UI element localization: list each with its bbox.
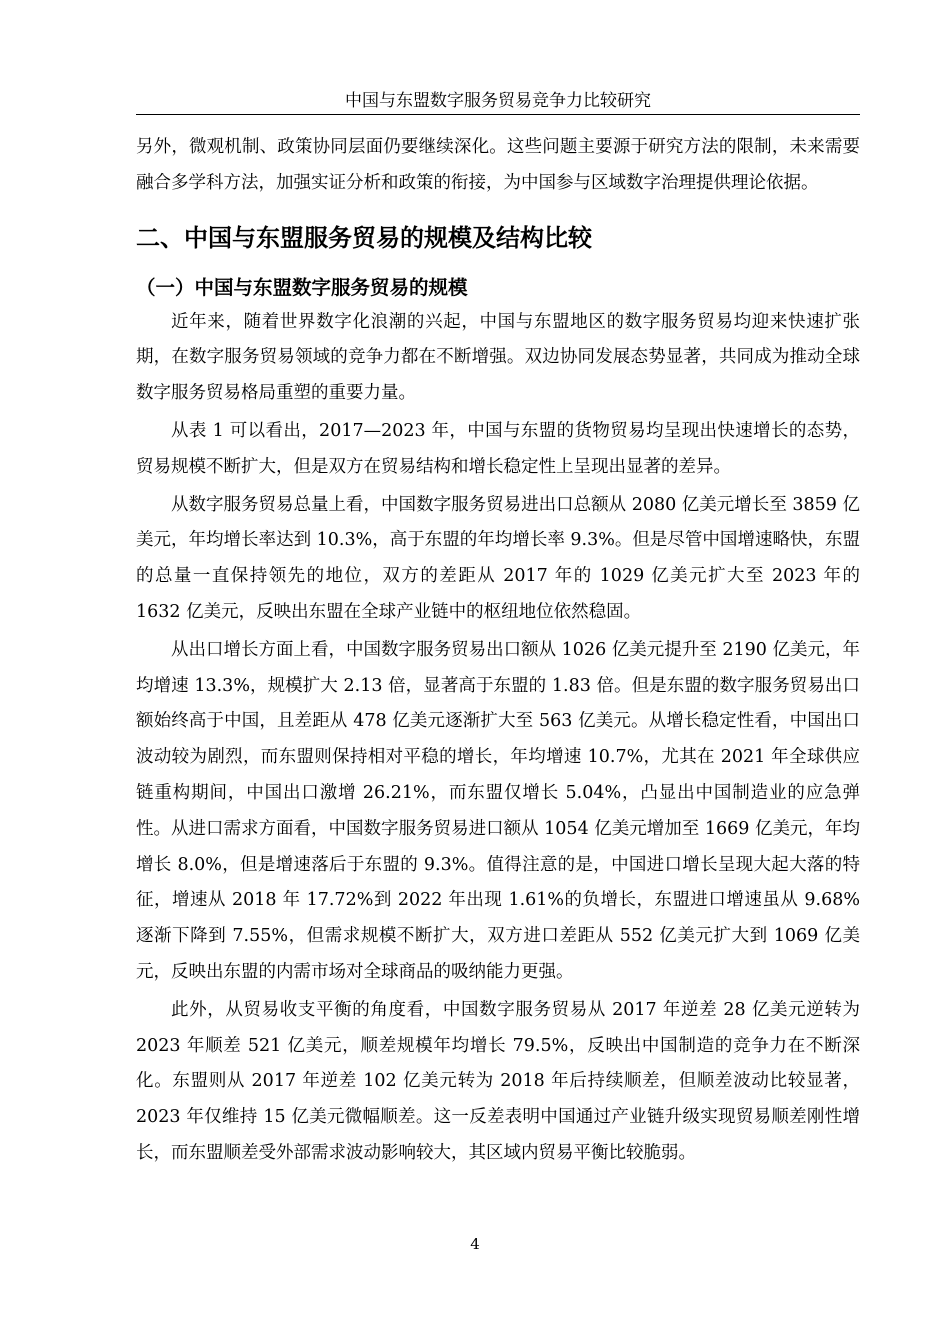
body-paragraph: 近年来，随着世界数字化浪潮的兴起，中国与东盟地区的数字服务贸易均迎来快速扩张期，在数字服务贸易领域的竞争力都在不断增强。双边协同发展态势显著，共同成为推动全球数字服务贸易格局重塑的重要力量。 bbox=[136, 311, 860, 404]
intro-paragraph: 另外，微观机制、政策协同层面仍要继续深化。这些问题主要源于研究方法的限制，未来需要融合多学科方法，加强实证分析和政策的衔接，为中国参与区域数字治理提供理论依据。 bbox=[136, 137, 860, 193]
running-header bbox=[136, 88, 860, 115]
body-paragraph: 从表 1 可以看出，2017—2023 年，中国与东盟的货物贸易均呈现出快速增长的态势，贸易规模不断扩大，但是双方在贸易结构和增长稳定性上呈现出显著的差异。 bbox=[136, 420, 860, 477]
page-number: 4 bbox=[470, 1235, 480, 1253]
body-paragraph: 此外，从贸易收支平衡的角度看，中国数字服务贸易从 2017 年逆差 28 亿美元逆转为 2023 年顺差 521 亿美元，顺差规模年均增长 79.5%，反映出中国制造的竞争力在不断深化。东盟则从 2017 年逆差 102 亿美元转为 2018 年后持续顺差，但顺差波动比较显著，2023 年仅维持 15 亿美元微幅顺差。这一反差表明中国通过产业链升级实现贸易顺差刚性增长，而东盟顺差受外部需求波动影响较大，其区域内贸易平衡比较脆弱。 bbox=[136, 999, 860, 1163]
body-paragraph: 从数字服务贸易总量上看，中国数字服务贸易进出口总额从 2080 亿美元增长至 3859 亿美元，年均增长率达到 10.3%，高于东盟的年均增长率 9.3%。但是尽管中国增速略快，东盟的总量一直保持领先的地位，双方的差距从 2017 年的 1029 亿美元扩大至 2023 年的 1632 亿美元，反映出东盟在全球产业链中的枢纽地位依然稳固。 bbox=[136, 494, 860, 622]
body-paragraph: 从出口增长方面上看，中国数字服务贸易出口额从 1026 亿美元提升至 2190 亿美元，年均增速 13.3%，规模扩大 2.13 倍，显著高于东盟的 1.83 倍。但是东盟的数字服务贸易出口额始终高于中国，且差距从 478 亿美元逐渐扩大至 563 亿美元。从增长稳定性看，中国出口波动较为剧烈，而东盟则保持相对平稳的增长，年均增速 10.7%，尤其在 2021 年全球供应链重构期间，中国出口激增 26.21%，而东盟仅增长 5.04%，凸显出中国制造业的应急弹性。从进口需求方面看，中国数字服务贸易进口额从 1054 亿美元增加至 1669 亿美元，年均增长 8.0%，但是增速落后于东盟的 9.3%。值得注意的是，中国进口增长呈现大起大落的特征，增速从 2018 年 17.72%到 2022 年出现 1.61%的负增长，东盟进口增速虽从 9.68%逐渐下降到 7.55%，但需求规模不断扩大，双方进口差距从 552 亿美元扩大到 1069 亿美元，反映出东盟的内需市场对全球商品的吸纳能力更强。 bbox=[136, 639, 860, 982]
subsection-heading: （一）中国与东盟数字服务贸易的规模 bbox=[136, 275, 468, 299]
running-header-title: 中国与东盟数字服务贸易竞争力比较研究 bbox=[345, 91, 651, 111]
section-heading: 二、中国与东盟服务贸易的规模及结构比较 bbox=[136, 223, 592, 252]
page-body bbox=[136, 130, 860, 1172]
